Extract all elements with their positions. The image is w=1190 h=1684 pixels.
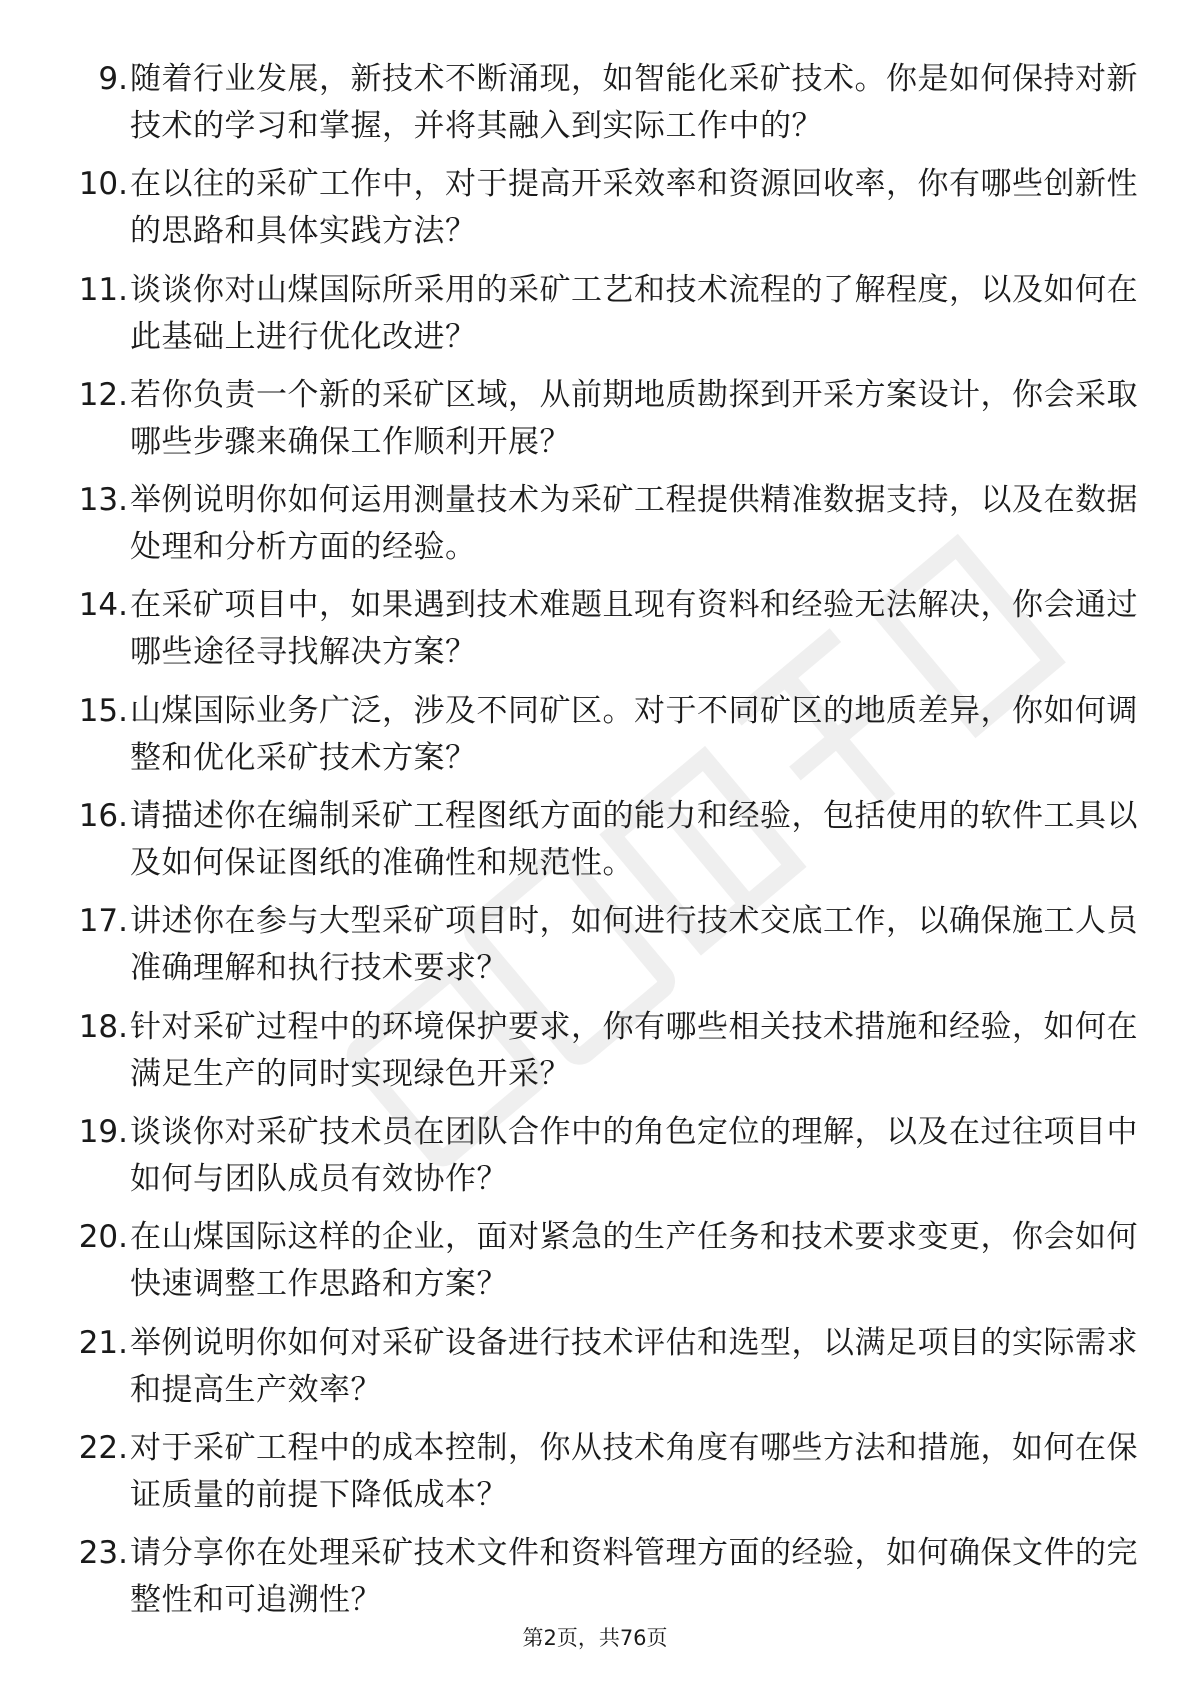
list-item [0, 793, 1190, 898]
question-number: 10. [78, 166, 128, 203]
question-text: 请分享你在处理采矿技术文件和资料管理方面的经验，如何确保文件的完整性和可追溯性？ [130, 1535, 1138, 1619]
list-item [0, 898, 1190, 1003]
question-number: 19. [78, 1113, 128, 1150]
list-item [0, 1004, 1190, 1109]
question-list [0, 56, 1190, 1635]
question-text: 针对采矿过程中的环境保护要求，你有哪些相关技术措施和经验，如何在满足生产的同时实现绿色开采？ [130, 1008, 1138, 1092]
question-number: 11. [78, 271, 128, 308]
list-item [0, 1530, 1190, 1635]
list-item [0, 477, 1190, 582]
question-number: 20. [78, 1219, 128, 1256]
question-text: 在以往的采矿工作中，对于提高开采效率和资源回收率，你有哪些创新性的思路和具体实践方法？ [130, 166, 1138, 250]
question-text: 举例说明你如何运用测量技术为采矿工程提供精准数据支持，以及在数据处理和分析方面的经验。 [130, 482, 1138, 566]
list-item [0, 1320, 1190, 1425]
question-text: 谈谈你对山煤国际所采用的采矿工艺和技术流程的了解程度，以及如何在此基础上进行优化改进？ [130, 271, 1138, 355]
list-item [0, 56, 1190, 161]
list-item [0, 1214, 1190, 1319]
question-number: 12. [78, 376, 128, 413]
list-item [0, 582, 1190, 687]
question-text: 讲述你在参与大型采矿项目时，如何进行技术交底工作，以确保施工人员准确理解和执行技术要求？ [130, 903, 1138, 987]
question-text: 谈谈你对采矿技术员在团队合作中的角色定位的理解，以及在过往项目中如何与团队成员有效协作？ [130, 1113, 1138, 1197]
question-number: 13. [78, 482, 128, 519]
page-footer: 第2页，共76页 [522, 1626, 668, 1650]
question-number: 17. [78, 903, 128, 940]
question-text: 在山煤国际这样的企业，面对紧急的生产任务和技术要求变更，你会如何快速调整工作思路和方案？ [130, 1219, 1138, 1303]
list-item [0, 1425, 1190, 1530]
list-item [0, 161, 1190, 266]
list-item [0, 372, 1190, 477]
question-number: 14. [78, 587, 128, 624]
question-number: 9. [98, 61, 128, 97]
question-number: 23. [78, 1535, 128, 1572]
question-number: 15. [78, 692, 128, 729]
question-text: 在采矿项目中，如果遇到技术难题且现有资料和经验无法解决，你会通过哪些途径寻找解决方案？ [130, 587, 1138, 671]
question-text: 山煤国际业务广泛，涉及不同矿区。对于不同矿区的地质差异，你如何调整和优化采矿技术方案？ [130, 692, 1138, 776]
question-text: 对于采矿工程中的成本控制，你从技术角度有哪些方法和措施，如何在保证质量的前提下降低成本？ [130, 1429, 1138, 1513]
question-number: 21. [78, 1324, 128, 1361]
question-text: 举例说明你如何对采矿设备进行技术评估和选型，以满足项目的实际需求和提高生产效率？ [130, 1324, 1138, 1408]
question-text: 若你负责一个新的采矿区域，从前期地质勘探到开采方案设计，你会采取哪些步骤来确保工作顺利开展？ [130, 376, 1138, 460]
question-number: 18. [78, 1008, 128, 1045]
list-item [0, 1109, 1190, 1214]
list-item [0, 267, 1190, 372]
question-number: 16. [78, 798, 128, 835]
question-text: 随着行业发展，新技术不断涌现，如智能化采矿技术。你是如何保持对新技术的学习和掌握，并将其融入到实际工作中的？ [130, 61, 1138, 144]
question-number: 22. [78, 1429, 128, 1466]
list-item [0, 688, 1190, 793]
question-text: 请描述你在编制采矿工程图纸方面的能力和经验，包括使用的软件工具以及如何保证图纸的准确性和规范性。 [130, 798, 1138, 882]
